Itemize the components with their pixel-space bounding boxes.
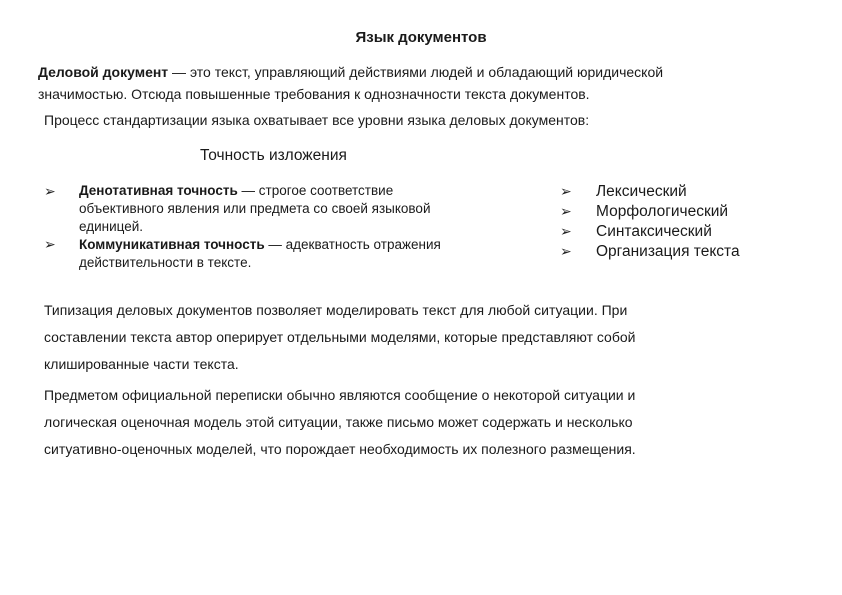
accuracy-item-2-term: Коммуникативная точность xyxy=(79,237,265,252)
accuracy-item-1-line-1 xyxy=(79,182,393,200)
arrow-bullet-icon: ➢ xyxy=(560,203,572,219)
document-title: Язык документов xyxy=(355,29,487,46)
correspondence-paragraph-line-2: логическая оценочная модель этой ситуации, также письмо может содержать и несколько xyxy=(44,414,633,430)
intro-line-1 xyxy=(38,62,663,82)
arrow-bullet-icon: ➢ xyxy=(560,243,572,259)
accuracy-heading: Точность изложения xyxy=(200,147,347,164)
typing-paragraph-line-3: клишированные части текста. xyxy=(44,356,239,372)
accuracy-item-1-line-3: единицей. xyxy=(79,219,144,234)
accuracy-item-1-term: Денотативная точность xyxy=(79,183,238,198)
accuracy-item-2-line-1 xyxy=(79,236,441,254)
accuracy-item-1-line-2: объективного явления или предмета со своей языковой xyxy=(79,201,431,216)
level-item-text-organization: Организация текста xyxy=(596,243,740,260)
accuracy-item-2-text: — адекватность отражения xyxy=(264,237,441,252)
arrow-bullet-icon: ➢ xyxy=(44,183,56,199)
correspondence-paragraph-line-1: Предметом официальной переписки обычно являются сообщение о некоторой ситуации и xyxy=(44,387,636,403)
typing-paragraph-line-1: Типизация деловых документов позволяет моделировать текст для любой ситуации. При xyxy=(44,302,628,318)
accuracy-item-1-text: — строгое соответствие xyxy=(237,183,394,198)
level-item-morphological: Морфологический xyxy=(596,203,729,220)
intro-line-3: Процесс стандартизации языка охватывает все уровни языка деловых документов: xyxy=(44,112,590,128)
definition-text: — это текст, управляющий действиями людей и обладающий юридической xyxy=(168,64,664,80)
arrow-bullet-icon: ➢ xyxy=(560,183,572,199)
intro-line-2: значимостью. Отсюда повышенные требования к однозначности текста документов. xyxy=(38,86,590,102)
business-document-term: Деловой документ xyxy=(38,64,169,80)
accuracy-item-2-line-2: действительности в тексте. xyxy=(79,255,252,270)
level-item-lexical: Лексический xyxy=(596,183,687,200)
correspondence-paragraph-line-3: ситуативно-оценочных моделей, что порождает необходимость их полезного размещения. xyxy=(44,441,636,457)
level-item-syntactic: Синтаксический xyxy=(596,223,712,240)
arrow-bullet-icon: ➢ xyxy=(44,236,56,252)
typing-paragraph-line-2: составлении текста автор оперирует отдельными моделями, которые представляют собой xyxy=(44,329,636,345)
arrow-bullet-icon: ➢ xyxy=(560,223,572,239)
